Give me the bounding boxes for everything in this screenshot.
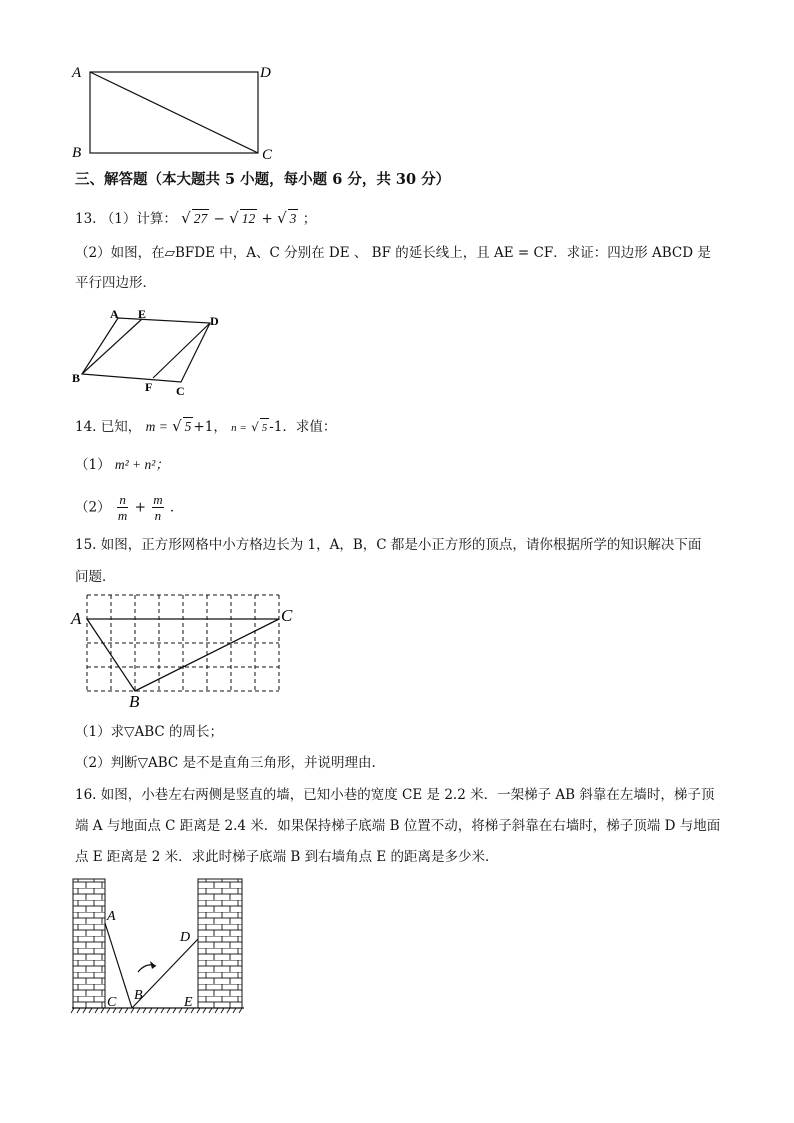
rect-label-d: D [260,65,271,81]
q14-part1: （1） m² + n²； [75,457,169,473]
para-label-b: B [72,371,81,385]
q14-m-radicand: 5 [184,419,192,434]
para-label-a: A [110,307,119,321]
alley-ladder-figure [70,876,250,1016]
grid-label-b: B [129,692,140,711]
q14-fraction-m-over-n: $\frac{m}{n}$ [153,492,163,523]
q14-part1-expr: m² + n²； [114,457,169,472]
grid-label-a: A [71,609,82,628]
q15-part1: （1）求▽ABC 的周长； [75,724,224,740]
q16-line2: 端 A 与地面点 C 距离是 2.4 米．如果保持梯子底端 B 位置不动，将梯子斜靠在右墙时，梯子顶端 D 与地面 [75,818,721,834]
left-wall [73,879,105,1008]
q15-line2: 问题． [75,569,116,585]
q13-part1: 13. （1）计算： √ 27 − √ 12 + √ 3 ； [75,209,317,227]
rect-label-a: A [72,65,82,81]
q13-part2-line1: （2）如图，在▱BFDE 中，A、C 分别在 DE 、 BF 的延长线上，且 AE = CF．求证：四边形 ABCD 是 [75,245,711,261]
q15-part2: （2）判断▽ABC 是不是直角三角形，并说明理由. [75,755,376,771]
q14-intro: 14. 已知， m = √ 5 +1， n = √ 5 -1．求值： [75,417,337,435]
alley-label-e: E [184,995,193,1010]
q14-fraction-n-over-m: $\frac{n}{m}$ [117,492,128,523]
alley-label-d: D [180,930,191,945]
alley-label-b: B [134,988,143,1003]
parallelogram-figure [70,305,230,400]
grid-label-c: C [281,606,293,625]
para-label-f: F [145,380,153,394]
right-wall [198,879,242,1008]
q13-radicand-3: 3 [289,211,297,226]
alley-label-c: C [107,995,117,1010]
rect-label-c: C [262,147,273,162]
q15-line1: 15. 如图，正方形网格中小方格边长为 1，A，B，C 都是小正方形的顶点，请你根据所学的知识解决下面 [75,537,702,553]
para-label-c: C [176,384,185,398]
para-label-d: D [210,314,219,328]
q13-radicand-1: 27 [193,211,208,226]
q14-part2: （2） $\frac{n}{m}$ + $\frac{m}{n}$ ． [75,492,184,523]
q14-n-radicand: 5 [260,418,270,437]
para-label-e: E [138,307,147,321]
q16-line1: 16. 如图，小巷左右两侧是竖直的墙，已知小巷的宽度 CE 是 2.2 米．一架梯子 AB 斜靠在左墙时，梯子顶 [75,787,715,803]
q14-number: 14. [75,419,97,435]
q16-line3: 点 E 距离是 2 米．求此时梯子底端 B 到右墙角点 E 的距离是多少米． [75,849,499,865]
section-heading: 三、解答题（本大题共 5 小题，每小题 6 分，共 30 分） [75,171,451,188]
grid-triangle-figure [68,590,308,712]
q13-part2-line2: 平行四边形． [75,275,156,291]
rect-label-b: B [72,145,82,161]
q13-radicand-2: 12 [241,211,256,226]
alley-label-a: A [107,909,116,924]
rectangle-figure [66,62,286,162]
q13-part1-prefix: （1）计算： [100,211,177,227]
q13-number: 13. [75,211,97,227]
